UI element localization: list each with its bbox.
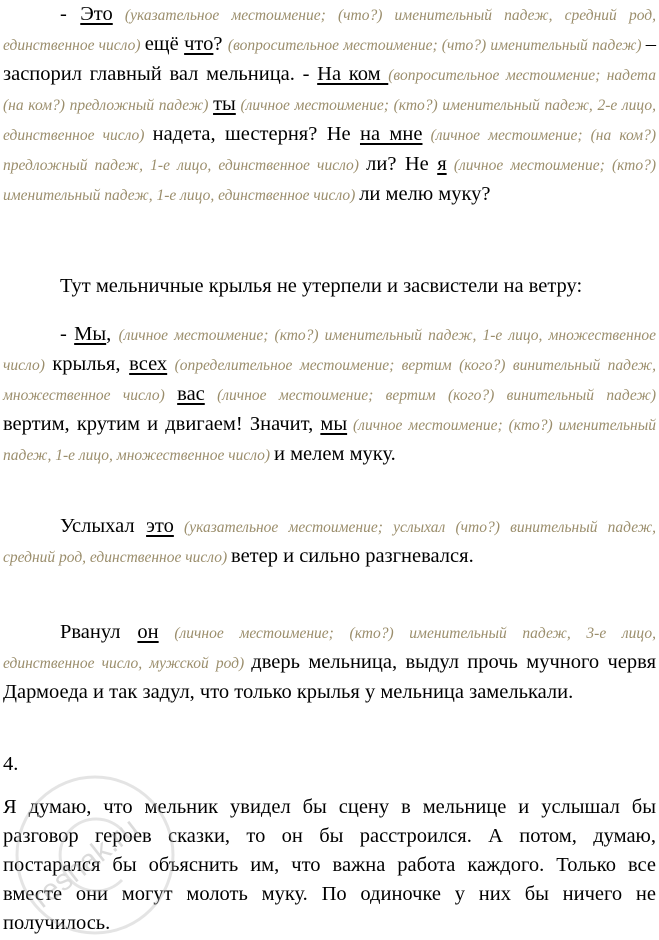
pronoun: мы	[320, 413, 348, 435]
text: -	[60, 323, 75, 345]
pronoun: Мы	[74, 323, 107, 345]
watermark-text: reshak.ru	[26, 811, 145, 915]
text: Услыхал	[60, 515, 147, 537]
pronoun: ты	[213, 93, 236, 115]
text: дверь мельница, выдул прочь мучного червя Дармоеда и так задул, что только крылья у мельница замелькали.	[3, 651, 656, 703]
grammar-note: (личное местоимение; (кто?) именительный падеж, 1-е лицо, множественное число)	[3, 417, 656, 464]
grammar-note: (определительное местоимение; вертим (кого?) винительный падеж, множественное число)	[3, 357, 656, 404]
grammar-note: (указательное местоимение; услыхал (что?) винительный падеж, средний род, единственное число)	[3, 519, 656, 566]
text: – заспорил главный вал мельница. -	[3, 33, 656, 85]
pronoun: Это	[80, 3, 113, 25]
paragraph-2: Тут мельничные крылья не утерпели и засвистели на ветру:	[60, 275, 583, 297]
text: ,	[106, 323, 119, 345]
text: ?	[213, 33, 228, 55]
grammar-note: (личное местоимение; (кто?) именительный падеж, 3-е лицо, единственное число, мужской род)	[3, 625, 656, 672]
text: ещё	[144, 33, 185, 55]
paragraph-5	[3, 618, 656, 707]
text: -	[60, 3, 81, 25]
text: ветер и сильно разгневался.	[231, 545, 474, 567]
pronoun: на мне	[359, 123, 423, 145]
text: надета, шестерня? Не	[152, 123, 360, 145]
text: вертим, крутим и двигаем! Значит,	[3, 413, 321, 435]
pronoun: это	[146, 515, 174, 537]
grammar-note: (указательное местоимение; (что?) именительный падеж, средний род, единственное число)	[3, 7, 656, 54]
pronoun: что	[184, 33, 214, 55]
text: ли? Не	[366, 153, 438, 175]
paragraph-3	[3, 320, 656, 470]
pronoun: вас	[177, 383, 205, 405]
grammar-note: (личное местоимение; (на ком?) предложный падеж, 1-е лицо, единственное число)	[3, 127, 656, 174]
pronoun: я	[437, 153, 447, 175]
task-number: 4.	[3, 753, 19, 775]
text: ли мелю муку?	[359, 183, 491, 205]
paragraph-answer: Я думаю, что мельник увидел бы сцену в мельнице и услышал бы разговор героев сказки, то он бы расстроился. А потом, думаю, постарался бы объяснить им, что важна работа каждого. Только все вместе они могут молоть муку. По одиночке у них бы ничего не получилось.	[3, 796, 656, 934]
grammar-note: (личное местоимение; (кто?) именительный падеж, 1-е лицо, единственное число)	[3, 157, 657, 204]
text: и мелем муку.	[273, 443, 396, 465]
pronoun: он	[137, 621, 159, 643]
paragraph-4	[3, 512, 656, 572]
text: крылья,	[52, 353, 130, 375]
pronoun: всех	[129, 353, 168, 375]
grammar-note: (личное местоимение; вертим (кого?) винительный падеж)	[204, 387, 656, 404]
grammar-note: (личное местоимение; (кто?) именительный падеж, 2-е лицо, единственное число)	[3, 97, 656, 144]
grammar-note: (личное местоимение; (кто?) именительный падеж, 1-е лицо, множественное число)	[3, 327, 657, 374]
paragraph-1	[3, 0, 656, 210]
grammar-note: (вопросительное местоимение; надета (на ком?) предложный падеж)	[3, 67, 657, 114]
text: Рванул	[60, 621, 138, 643]
pronoun: На ком	[317, 63, 389, 85]
grammar-note: (вопросительное местоимение; (что?) именительный падеж)	[227, 37, 646, 54]
